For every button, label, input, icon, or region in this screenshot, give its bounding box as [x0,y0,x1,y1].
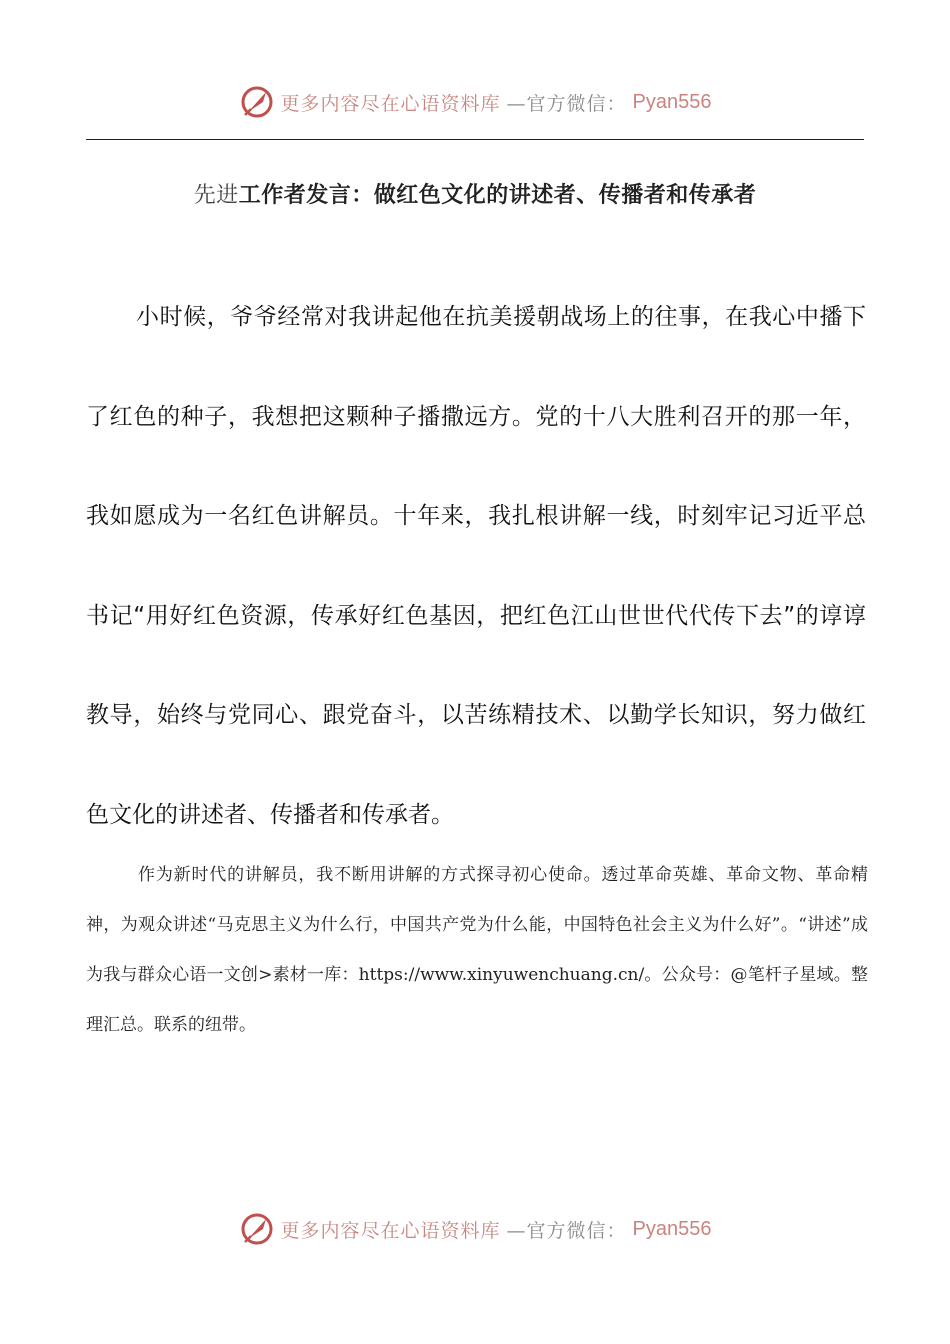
footer-banner-wechat: Pyan556 [632,1217,712,1240]
header-banner-separator: —官方微信： [506,92,627,115]
header-banner-text: 更多内容尽在心语资料库 [280,92,501,115]
body-paragraph-1: 小时候，爷爷经常对我讲起他在抗美援朝战场上的往事，在我心中播下了红色的种子，我想把这颗种子播撒远方。党的十八大胜利召开的那一年，我如愿成为一名红色讲解员。十年来，我扎根讲解一线，时刻牢记习近平总书记“用好红色资源，传承好红色基因，把红色江山世世代代传下去”的谆谆教导，始终与党同心、跟党奋斗，以苦练精技术、以勤学长知识，努力做红色文化的讲述者、传播者和传承者。 [86,304,866,828]
document-title-lead: 先进 [193,183,239,208]
body-paragraph-2: 作为新时代的讲解员，我不断用讲解的方式探寻初心使命。透过革命英雄、革命文物、革命精神，为观众讲述“马克思主义为什么行，中国共产党为什么能，中国特色社会主义为什么好”。“讲述”成为我与群众心语一文创>素材一库：https://www.xinyuwenchuang.cn/。公众号：@笔杆子星域。整理汇总。联系的纽带。 [86,865,868,1035]
footer-banner [0,1211,950,1247]
document-title-main: 工作者发言：做红色文化的讲述者、传播者和传承者 [238,183,757,208]
quill-logo-icon [239,1211,275,1247]
quill-logo-icon [239,84,275,120]
footer-banner-text: 更多内容尽在心语资料库 [280,1219,501,1242]
header-rule [86,139,864,140]
header-banner [0,84,950,120]
header-banner-wechat: Pyan556 [632,90,712,113]
document-title [0,178,950,209]
footer-banner-separator: —官方微信： [506,1219,627,1242]
